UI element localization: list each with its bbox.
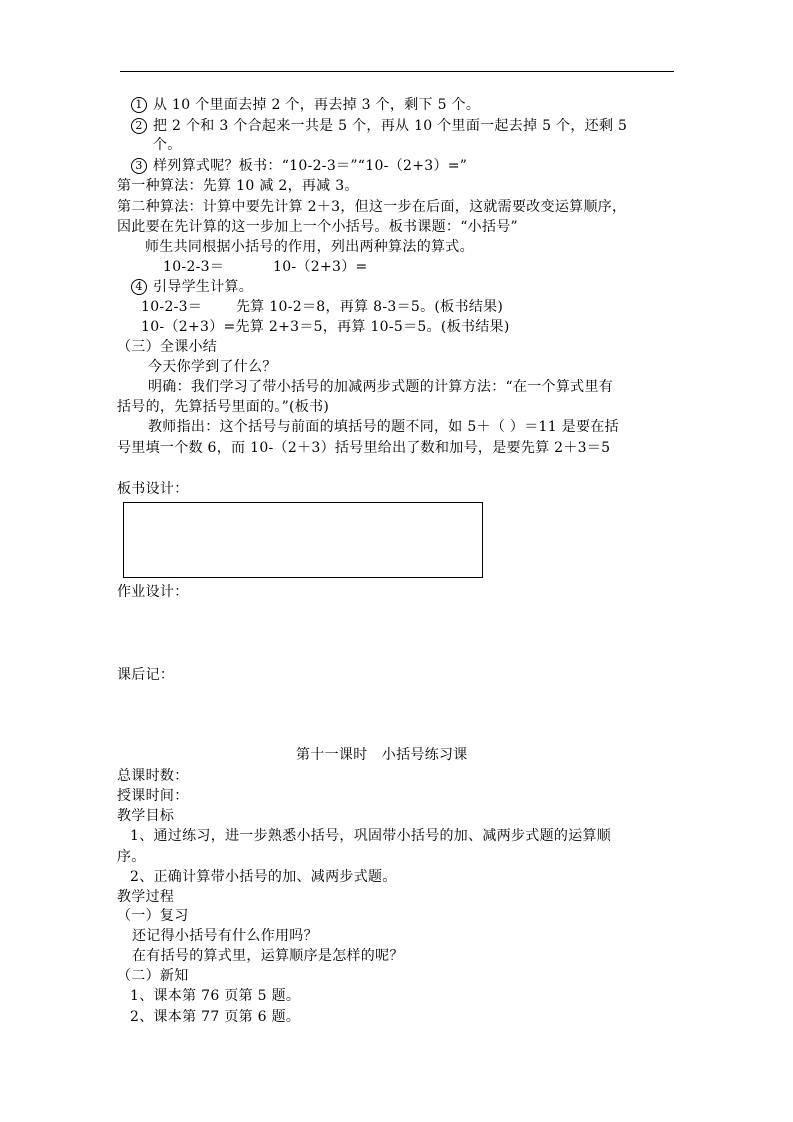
equation-a: 10-2-3＝ xyxy=(163,259,225,275)
step-1-line xyxy=(131,96,480,115)
summary-heading: （三）全课小结 xyxy=(117,339,218,355)
calc-1-solution: 先算 10-2＝8，再算 8-3＝5。(板书结果) xyxy=(236,299,504,315)
step-2-line xyxy=(131,117,627,136)
calc-2: 10-（2+3）=先算 2+3＝5，再算 10-5＝5。(板书结果) xyxy=(141,319,510,335)
goals-heading: 教学目标 xyxy=(117,808,175,824)
method-2-line-1: 第二种算法：计算中要先计算 2＋3，但这一步在后面，这就需要改变运算顺序， xyxy=(117,199,627,215)
goal-2: 2、正确计算带小括号的加、减两步式题。 xyxy=(130,869,397,885)
point-line-2: 号里填一个数 6，而 10-（2＋3）括号里给出了数和加号，是要先算 2＋3＝5 xyxy=(117,440,611,456)
review-heading: （一）复习 xyxy=(117,908,189,924)
review-question-2: 在有括号的算式里，运算顺序是怎样的呢？ xyxy=(132,948,404,964)
question-today: 今天你学到了什么？ xyxy=(148,359,277,375)
step-4-line xyxy=(131,278,253,297)
calc-1-equation: 10-2-3＝ xyxy=(141,299,203,315)
header-rule xyxy=(120,71,674,72)
lesson-title: 第十一课时 小括号练习课 xyxy=(296,747,468,763)
step-1-text: 从 10 个里面去掉 2 个，再去掉 3 个，剩下 5 个。 xyxy=(153,97,481,113)
circled-number-3: 3 xyxy=(131,158,147,174)
review-question-1: 还记得小括号有什么作用吗？ xyxy=(132,928,318,944)
method-1: 第一种算法：先算 10 减 2，再减 3。 xyxy=(117,178,359,194)
after-notes-label: 课后记： xyxy=(117,667,175,683)
new-item-1: 1、课本第 76 页第 5 题。 xyxy=(130,988,301,1004)
teach-time: 授课时间： xyxy=(117,788,189,804)
total-hours: 总课时数： xyxy=(117,768,189,784)
circled-number-2: 2 xyxy=(131,118,147,134)
step-4-text: 引导学生计算。 xyxy=(153,279,254,295)
goal-1-line-2: 序。 xyxy=(117,849,146,865)
clarify-line-2: 括号的，先算括号里面的。”(板书) xyxy=(117,399,330,415)
new-item-2: 2、课本第 77 页第 6 题。 xyxy=(130,1009,301,1025)
board-design-label: 板书设计： xyxy=(117,481,189,497)
circled-number-1: 1 xyxy=(131,97,147,113)
goal-1-line-1: 1、通过练习，进一步熟悉小括号，巩固带小括号的加、减两步式题的运算顺 xyxy=(130,828,612,844)
point-line-1: 教师指出：这个括号与前面的填括号的题不同，如 5＋（ ）＝11 是要在括 xyxy=(148,419,619,435)
homework-label: 作业设计： xyxy=(117,584,189,600)
equation-b: 10-（2+3）= xyxy=(273,259,368,275)
step-3-text: 样列算式呢？板书：“10-2-3＝”“10-（2+3）=” xyxy=(153,158,468,174)
step-2-continuation: 个。 xyxy=(153,137,182,153)
board-design-box xyxy=(123,502,483,578)
process-heading: 教学过程 xyxy=(117,889,175,905)
new-knowledge-heading: （二）新知 xyxy=(117,968,189,984)
circled-number-4: 4 xyxy=(131,279,147,295)
teacher-line: 师生共同根据小括号的作用，列出两种算法的算式。 xyxy=(145,239,474,255)
step-3-line xyxy=(131,157,467,176)
step-2-text: 把 2 个和 3 个合起来一共是 5 个，再从 10 个里面一起去掉 5 个，还剩 5 xyxy=(153,118,628,134)
method-2-line-2: 因此要在先计算的这一步加上一个小括号。板书课题：“小括号” xyxy=(117,219,519,235)
clarify-line-1: 明确：我们学习了带小括号的加减两步式题的计算方法：“在一个算式里有 xyxy=(148,379,614,395)
